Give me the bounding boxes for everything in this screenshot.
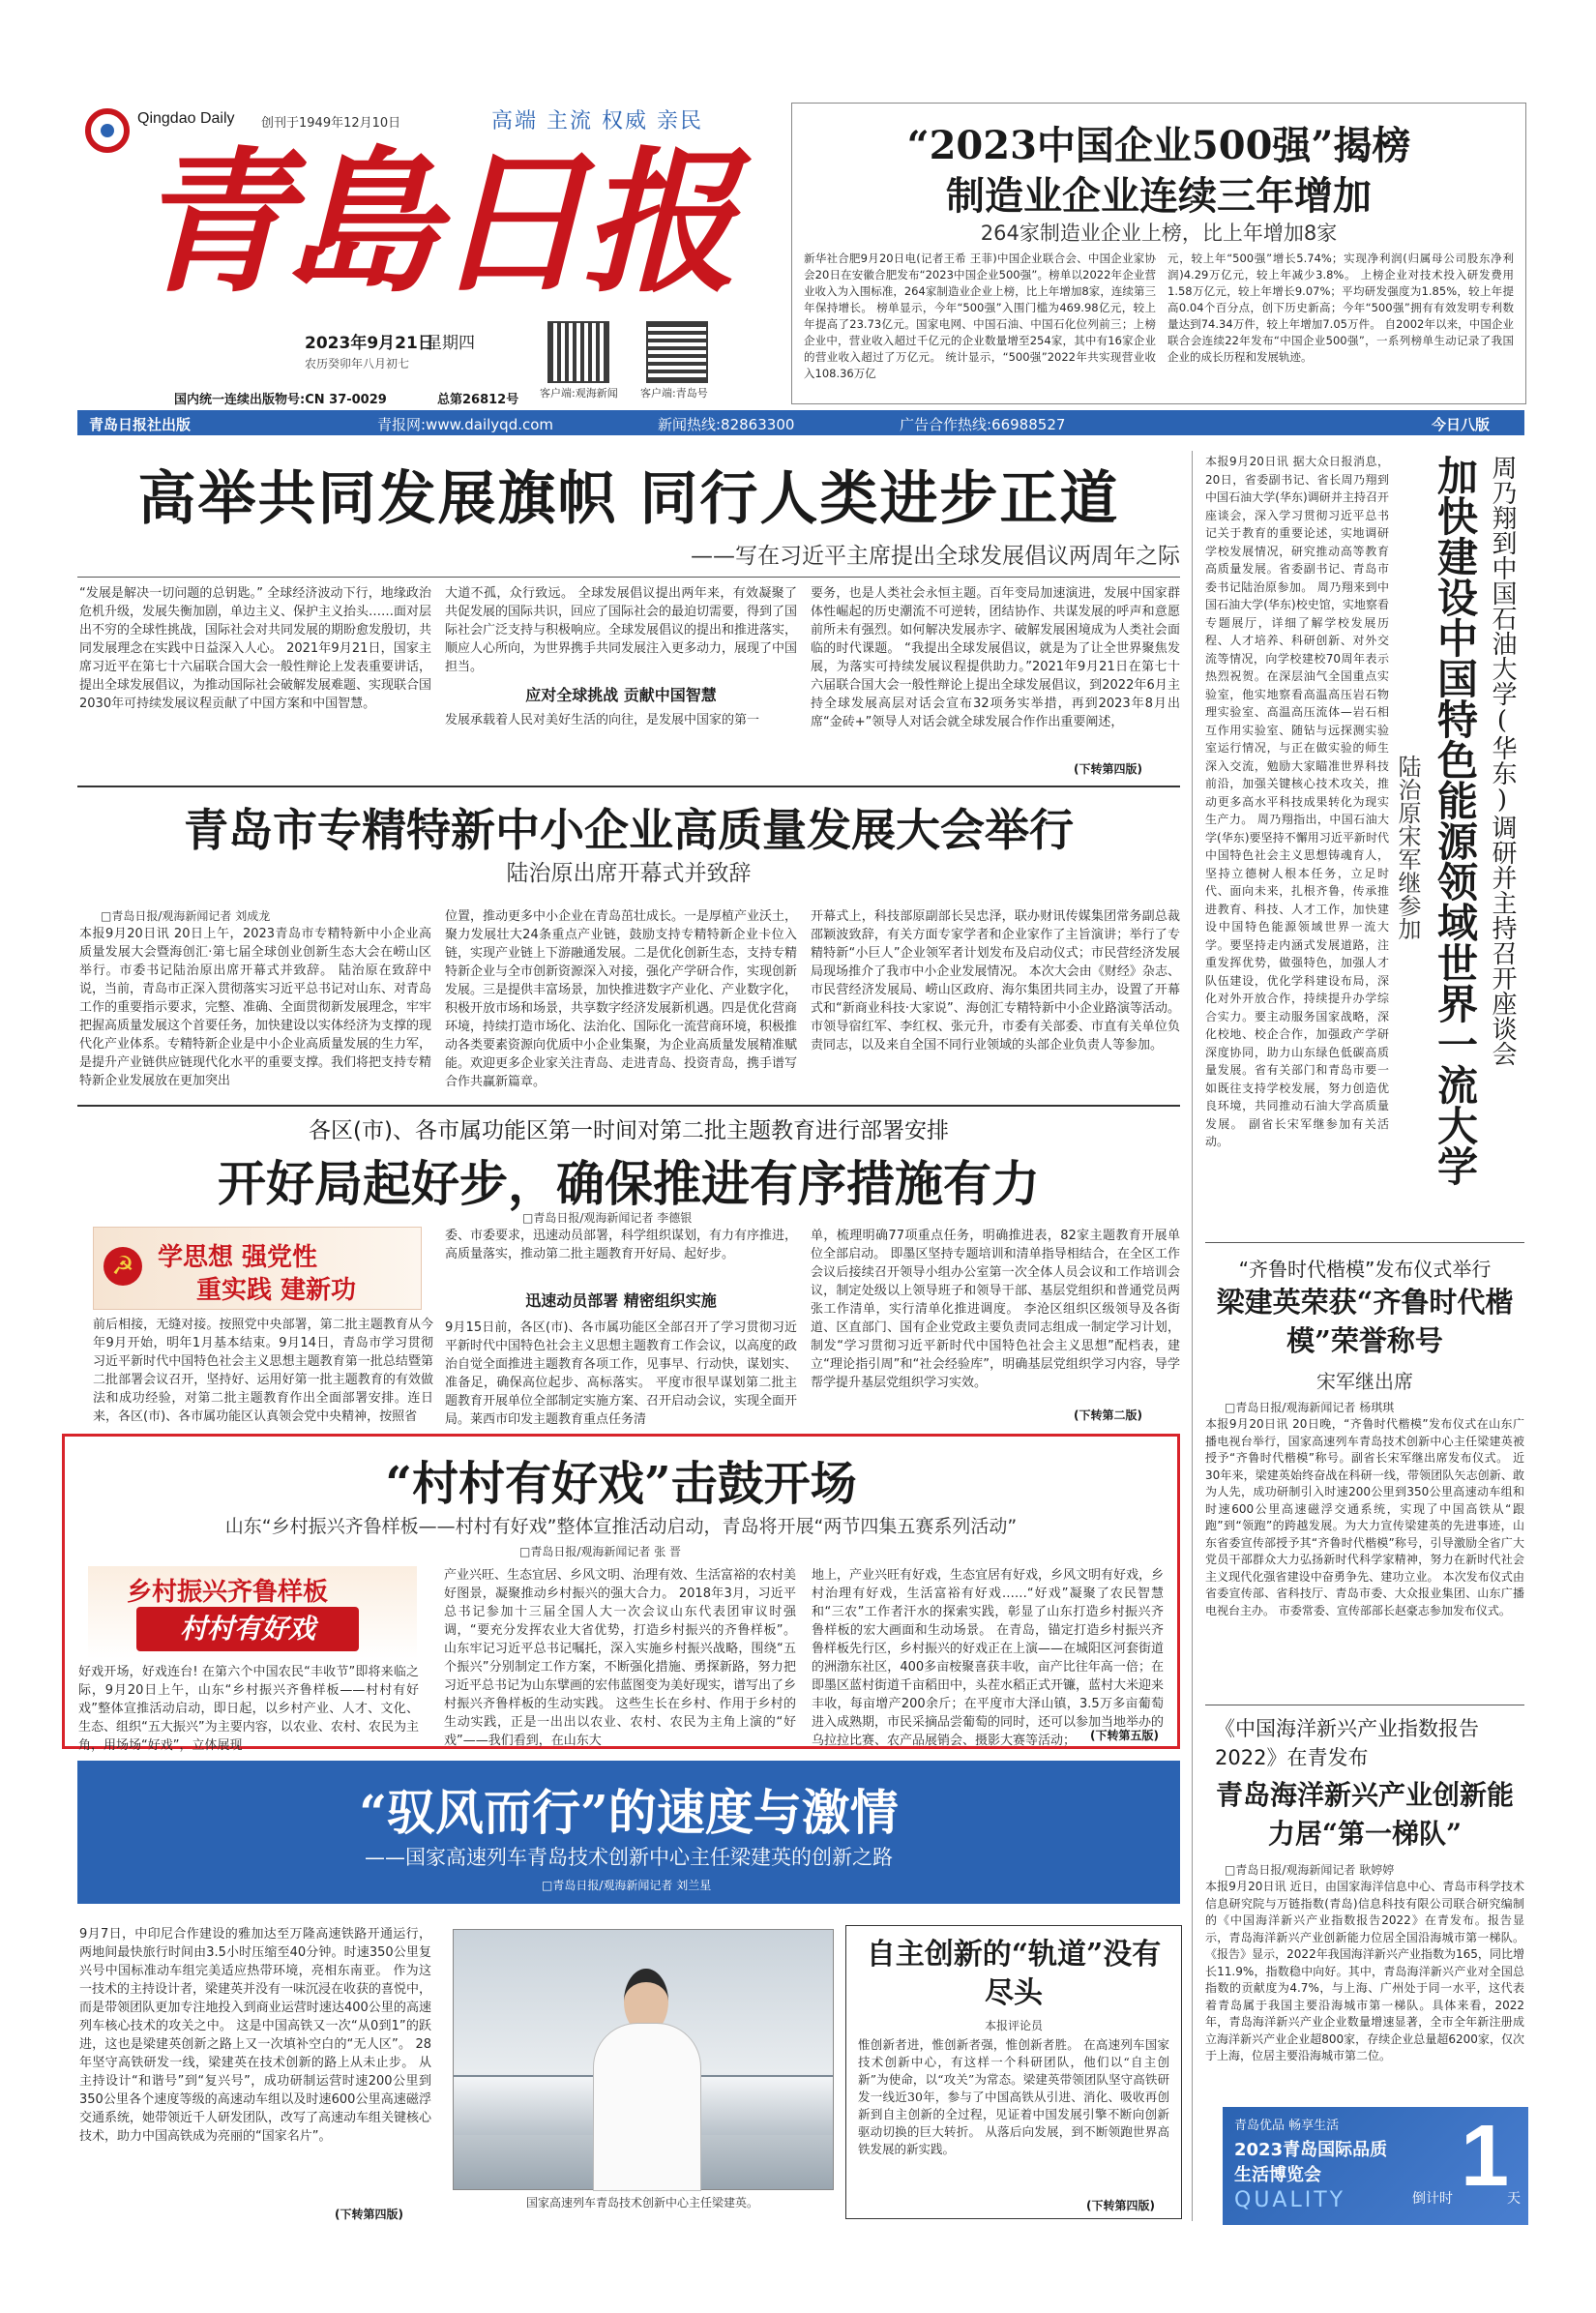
masthead-issue-no: 总第26812号 xyxy=(437,393,519,407)
qr2-label: 客户端:青岛号 xyxy=(640,387,708,400)
top-story-col2: 元，较上年“500强”增长5.74%；实现净利润(归属母公司股东净利润)4.29万亿元，较上年减少3.8%。 上榜企业对技术投入研发费用1.58万亿元，较上年增长9.07%；平均研发强度为1.85%，较上年提高0.04个百分点，创下历史新高；今年“500强”拥有有效发明专利数量达到74.34万件，较上年增加7.05万件。 自2002年以来，中国企业联合会连续22年发布“中国企业500强”，一系列榜单生动记录了我国企业的成长历程和发展轨迹。 xyxy=(1167,252,1514,364)
speed-photo xyxy=(453,1929,834,2190)
smes-col3: 开幕式上，科技部原副部长吴忠泽，联办财讯传媒集团常务副总裁邵颖波致辞，有关方面专家学者和企业家作了主旨演讲；举行了专精特新“小巨人”企业领军者计划发布及启动仪式；市民营经济发展局现场推介了我市中小企业发展情况。 本次大会由《财经》杂志、市民营经济发展局、崂山区政府、海尔集团共同主办，设置了开幕式和“新商业科技·大家说”、海创汇专精特新中小企业路演等活动。 市领导宿红军、李红权、张元升，市委有关部委、市直有关单位负责同志，以及来自全国不同行业领域的头部企业负责人等参加。 xyxy=(811,909,1180,1053)
info-hotline: 新闻热线:82863300 xyxy=(658,416,795,433)
masthead-weekday: 星期四 xyxy=(426,334,475,353)
speed-headline: “驭风而行”的速度与激情 xyxy=(359,1784,899,1841)
opera-logo-banner xyxy=(136,1607,359,1651)
editorial-title: 自主创新的“轨道”没有尽头 xyxy=(866,1938,1162,2010)
oil-vertical-sub: 周乃翔到中国石油大学(华东)调研并主持召开座谈会 xyxy=(1488,455,1517,1066)
education-col3: 单，梳理明确77项重点任务，明确推进表，82家主题教育开展单位全部启动。 即墨区坚持专题培训和清单指导相结合，在全区工作会议后接续召开领导小组办公室第一次全体人员会议和工作培训会议，制定处级以上领导班子和领导干部、基层党组织和普通党员两张工作清单，实行清单化推进调度。 李沧区组织区级领导及各街道、区直部门、国有企业党政主要负责同志组成一制定学习计划，制发“学习贯彻习近平新时代中国特色社会主义思想”配档表，建立“理论指引周”和“社会经验库”，明确基层党组织学习内容，导学帮学提升基层党组织学习实效。 xyxy=(811,1229,1180,1390)
lead-col2-tail: 发展承载着人民对美好生活的向往，是发展中国家的第一 xyxy=(445,713,760,727)
lead-col2: 大道不孤，众行致远。 全球发展倡议提出两年来，有效凝聚了共促发展的国际共识，回应了国际社会的最迫切需要，得到了国际社会广泛支持与积极响应。全球发展倡议的提出和推进落实，顺应人心所向，为世界携手共同发展注入更多动力，展现了中国担当。 xyxy=(445,586,798,674)
masthead-date: 2023年9月21日 xyxy=(305,334,434,353)
top-story-headline-1: “2023中国企业500强”揭榜 xyxy=(906,123,1411,168)
info-publisher: 青岛日报社出版 xyxy=(89,416,192,433)
oil-vertical-head: 加快建设中国特色能源领域世界一流大学 xyxy=(1432,455,1479,1186)
masthead-slogan: 高端 主流 权威 亲民 xyxy=(491,109,703,133)
smes-byline: □青岛日报/观海新闻记者 刘成龙 xyxy=(101,909,271,923)
masthead-lunar: 农历癸卯年八月初七 xyxy=(305,357,410,371)
info-bar xyxy=(77,410,1524,435)
education-logo xyxy=(93,1227,422,1310)
opera-logo-bottom: 村村有好戏 xyxy=(179,1613,315,1645)
expo-countdown-num: 1 xyxy=(1461,2108,1510,2205)
masthead-issn: 国内统一连续出版物号:CN 37-0029 xyxy=(174,393,387,407)
model-byline: □青岛日报/观海新闻记者 杨琪琪 xyxy=(1225,1401,1395,1414)
lead-jump: (下转第四版) xyxy=(1074,762,1142,776)
speed-col1: 9月7日，中印尼合作建设的雅加达至万隆高速铁路开通运行，两地间最快旅行时间由3.5小时压缩至40分钟。时速350公里复兴号中国标准动车组完美适应热带环境，亮相东南亚。 作为这一技术的主持设计者，梁建英并没有一味沉浸在收获的喜悦中，而是带领团队更加专注地投入到商业运营时速达400公里的高速列车核心技术的攻关之中。 这是中国高铁又一次“从0到1”的跃进，这也是梁建英创新之路上又一次填补空白的“无人区”。 28年坚守高铁研发一线，梁建英在技术创新的路上从未止步。 从主持设计“和谐号”到“复兴号”，成功研制运营时速200公里到350公里各个速度等级的高速动车组以及时速600公里高速磁浮交通系统，她带领近千人研发团队，改写了高速动车组关键核心技术，助力中国高铁成为亮丽的“国家名片”。 xyxy=(79,1927,432,2144)
education-logo-line2: 重实践 建新功 xyxy=(196,1276,357,1305)
opera-byline: □青岛日报/观海新闻记者 张 晋 xyxy=(519,1545,682,1558)
expo-ad[interactable] xyxy=(1223,2107,1528,2225)
masthead xyxy=(77,97,774,416)
editorial-byline: 本报评论员 xyxy=(984,2019,1043,2032)
top-story-headline-2: 制造业企业连续三年增加 xyxy=(946,173,1372,219)
smes-col2: 位置，推动更多中小企业在青岛茁壮成长。一是厚植产业沃土，聚力发展壮大24条重点产业链，鼓励支持专精特新企业卡位入链，实现产业链上下游融通发展。二是优化创新生态，支持专精特新企业与全市创新资源深入对接，强化产学研合作，实现创新发展。三是提供丰富场景，加快推进数字产业化、产业数字化，积极开放市场和场景，共享数字经济发展新机遇。四是优化营商环境，持续打造市场化、法治化、国际化一流营商环境，积极推动各类要素资源向优质中小企业集聚，为企业高质量发展精准赋能。欢迎更多企业家关注青岛、走进青岛、投资青岛，携手谱写合作共赢新篇章。 xyxy=(445,909,798,1089)
education-col1: 前后相接，无缝对接。按照党中央部署，第二批主题教育从今年9月开始，明年1月基本结束。9月14日，青岛市学习贯彻习近平新时代中国特色社会主义思想主题教育第一批总结暨第二批部署会议召开，坚持好、运用好第一批主题教育的有效做法和成功经验，对第二批主题教育作出全面部署安排。连日来，各区(市)、各市属功能区认真领会党中央精神，按照省 xyxy=(93,1318,433,1424)
editorial-jump: (下转第四版) xyxy=(1086,2199,1155,2212)
smes-headline: 青岛市专精特新中小企业高质量发展大会举行 xyxy=(184,804,1074,856)
editorial-box xyxy=(845,1925,1182,2219)
ocean-kicker: 《中国海洋新兴产业指数报告2022》在青发布 xyxy=(1215,1717,1479,1769)
education-col2-body: 9月15日前，各区(市)、各市属功能区全部召开了学习贯彻习近平新时代中国特色社会主义思想主题教育工作会议，以高度的政治自觉全面推进主题教育各项工作，见事早、行动快，谋划实、准备足，确保高位起步、高标落实。 平度市很早谋划第二批主题教育开展单位全部制定实施方案、召开启动会议，实现全面开局。莱西市印发主题教育重点任务清 xyxy=(445,1320,798,1427)
lead-col2-group xyxy=(445,584,797,778)
opera-subhead: 山东“乡村振兴齐鲁样板——村村有好戏”整体宣推活动启动，青岛将开展“两节四集五赛系列活动” xyxy=(224,1516,1018,1537)
speed-photo-caption: 国家高速列车青岛技术创新中心主任梁建英。 xyxy=(525,2196,758,2209)
ocean-headline: 青岛海洋新兴产业创新能力居“第一梯队” xyxy=(1215,1779,1514,1850)
model-sub: 宋军继出席 xyxy=(1316,1370,1413,1393)
model-body: 本报9月20日讯 20日晚，“齐鲁时代楷模”发布仪式在山东广播电视台举行，国家高速列车青岛技术创新中心主任梁建英被授予“齐鲁时代楷模”称号。副省长宋军继出席发布仪式。 近30年来，梁建英始终奋战在科研一线，带领团队矢志创新、敢为人先，成功研制引入时速200公里到350公里高速动车组和时速600公里高速磁浮交通系统，实现了中国高铁从“跟跑”到“领跑”的跨越发展。为大力宣传梁建英的先进事迹，山东省委宣传部授予其“齐鲁时代楷模”称号，引导激励全省广大党员干部群众大力弘扬新时代科学家精神，努力在新时代社会主义现代化强省建设中奋勇争先、建功立业。 本次发布仪式由省委宣传部、省科技厅、青岛市委、大众报业集团、山东广播电视台主办。 市委常委、宣传部部长赵豪志参加发布仪式。 xyxy=(1205,1417,1524,1617)
opera-col3: 地上，产业兴旺有好戏，生态宜居有好戏，乡风文明有好戏，乡村治理有好戏，生活富裕有好戏……“好戏”凝聚了农民智慧和“三农”工作者汗水的探索实践，彰显了山东打造乡村振兴齐鲁样板的宏大画面和生动场景。 在青岛，锚定打造乡村振兴齐鲁样板先行区，乡村振兴的好戏正在上演——在城阳区河套街道的洲渤东社区，400多亩桉聚喜获丰收，亩产比往年高一倍；在即墨区蓝村街道千亩稻田中，头茬水稻正式开镰，蓝村大米迎来丰收，每亩增产200余斤；在平度市大泽山镇，3.5万多亩葡萄进入成熟期，市民采摘品尝葡萄的同时，还可以参加当地举办的乌拉拉比赛、农产品展销会、摄影大赛等活动； xyxy=(812,1568,1165,1748)
ocean-byline: □青岛日报/观海新闻记者 耿婷婷 xyxy=(1225,1863,1395,1877)
oil-body: 本报9月20日讯 据大众日报消息，20日，省委副书记、省长周乃翔到中国石油大学(华东)调研并主持召开座谈会，深入学习贯彻习近平总书记关于教育的重要论述，实地调研学校发展情况，研究推动高等教育高质量发展。省委副书记、青岛市委书记陆治原参加。 周乃翔来到中国石油大学(华东)校史馆，实地察看专题展厅，详细了解学校发展历程、人才培养、科研创新、对外交流等情况，向学校建校70周年表示热烈祝贺。在深层油气全国重点实验室，他实地察看高温高压岩石物理实验室、高温高压流体—岩石相互作用实验室、随钻与远探测实验室运行情况，与正在做实验的师生深入交流，勉励大家瞄准世界科技前沿，加强关键核心技术攻关，推动更多高水平科技成果转化为现实生产力。 周乃翔指出，中国石油大学(华东)要坚持不懈用习近平新时代中国特色社会主义思想铸魂育人，坚持立德树人根本任务，立足时代、面向未来，扎根齐鲁，传承推进教育、科技、人才工作，加快建设中国特色能源领域世界一流大学。要坚持走内涵式发展道路，注重发挥优势，做强特色，加强人才队伍建设，优化学科建设布局，深化对外开放合作，持续提升办学综合实力。要主动服务国家战略，深化校地、校企合作，加强政产学研深度协同，助力山东绿色低碳高质量发展。省有关部门和青岛市要一如既往支持学校发展，努力创造优良环境，共同推动石油大学高质量发展。 副省长宋军继参加有关活动。 xyxy=(1205,455,1389,1148)
lead-col1: “发展是解决一切问题的总钥匙。” 全球经济波动下行，地缘政治危机升级，发展失衡加剧，单边主义、保护主义抬头……面对层出不穷的全球性挑战，国际社会对共同发展的期盼愈发殷切，共同发展理念在实践中日益深入人心。 2021年9月21日，国家主席习近平在第七十六届联合国大会一般性辩论上发表重要讲话，提出全球发展倡议，为推动国际社会破解发展难题、实现联合国2030年可持续发展议程贡献了中国方案和中国智慧。 xyxy=(79,586,432,711)
lead-col3: 要务，也是人类社会永恒主题。百年变局加速演进，发展中国家群体性崛起的历史潮流不可逆转，团结协作、共谋发展的呼声和意愿前所未有强烈。如何解决发展赤字、破解发展困境成为人类社会面临的时代课题。 “我提出全球发展倡议，就是为了让全世界聚焦发展，为落实可持续发展议程提供助力。”2021年9月21日在第七十六届联合国大会一般性辩论上提出全球发展倡议，到2022年6月主持全球发展高层对话会宣布32项务实举措，再到2023年8月出席“金砖+”领导人对话会就全球发展合作作出重要阐述， xyxy=(811,586,1180,729)
education-byline: □青岛日报/观海新闻记者 李德银 xyxy=(522,1211,693,1225)
info-website[interactable]: 青报网:www.dailyqd.com xyxy=(377,416,554,433)
speed-subhead: ——国家高速列车青岛技术创新中心主任梁建英的创新之路 xyxy=(365,1846,893,1869)
top-story-col1: 新华社合肥9月20日电(记者王希 王菲)中国企业联合会、中国企业家协会20日在安徽合肥发布“2023中国企业500强”。榜单以2022年企业营业收入为入围标准，264家制造业企业上榜，比上年增加8家，连续第三年保持增长。 榜单显示，今年“500强”入围门槛为469.98亿元，较上年提高了23.73亿元。国家电网、中国石油、中国石化位列前三；上榜企业中，营业收入超过千亿元的企业数量增至254家，其中有16家企业的营业收入超过了万亿元。 统计显示，“500强”2022年共实现营业收入108.36万亿 xyxy=(804,252,1156,380)
expo-countdown-unit: 天 xyxy=(1507,2191,1521,2207)
expo-line2: 2023青岛国际品质 xyxy=(1234,2140,1388,2160)
opera-jump: (下转第五版) xyxy=(1090,1729,1159,1742)
opera-headline: “村村有好戏”击鼓开场 xyxy=(385,1457,857,1511)
oil-vertical-note: 陆治原宋军继参加 xyxy=(1394,755,1421,940)
expo-line3: 生活博览会 xyxy=(1234,2165,1321,2185)
model-headline: 梁建英荣获“齐鲁时代楷模”荣誉称号 xyxy=(1216,1286,1514,1357)
lead-subhead: ——写在习近平主席提出全球发展倡议两周年之际 xyxy=(691,544,1180,569)
education-logo-line1: 学思想 强党性 xyxy=(158,1243,318,1272)
speed-banner xyxy=(77,1761,1180,1904)
editorial-body: 惟创新者进，惟创新者强，惟创新者胜。 在高速列车国家技术创新中心，有这样一个科研团队，他们以“自主创新”为使命，以“攻关”为常态。梁建英带领团队坚守高铁研发一线近30年，参与了中国高铁从引进、消化、吸收再创新到自主创新的全过程，见证着中国发展引擎不断向创新驱动切换的巨大转折。 从落后向发展，到不断领跑世界高铁发展的新实践。 xyxy=(858,2037,1169,2156)
education-col2-subhead: 迅速动员部署 精密组织实施 xyxy=(525,1291,717,1310)
opera-col1: 好戏开场，好戏连台! 在第六个中国农民“丰收节”即将来临之际，9月20日上午，山东“乡村振兴齐鲁样板——村村有好戏”整体宣推活动启动，即日起，以乡村产业、人才、文化、生态、组织“五大振兴”为主要内容，以农业、农村、农民为主角，用场场“好戏”，立体展现 xyxy=(78,1665,419,1753)
opera-box xyxy=(62,1434,1180,1753)
expo-line1: 青岛优品 畅享生活 xyxy=(1234,2119,1340,2133)
lead-col2-subhead: 应对全球挑战 贡献中国智慧 xyxy=(525,686,717,704)
smes-col1: 本报9月20日讯 20日上午，2023青岛市专精特新中小企业高质量发展大会暨海创汇·第七届全球创业创新生态大会在崂山区举行。市委书记陆治原出席开幕式并致辞。 陆治原在致辞中说，当前，青岛市正深入贯彻落实习近平总书记对山东、对青岛工作的重要指示要求，完整、准确、全面贯彻新发展理念，牢牢把握高质量发展这个首要任务，加快建设以实体经济为支撑的现代化产业体系。专精特新企业是中小企业高质量发展的生力军，是提升产业链供应链现代化水平的重要支撑。我们将把支持专精特新企业发展放在更加突出 xyxy=(79,927,432,1088)
opera-logo xyxy=(88,1566,417,1659)
masthead-founded: 创刊于1949年12月10日 xyxy=(261,116,401,131)
masthead-logo-icon xyxy=(85,108,130,153)
masthead-title: 青島日报 xyxy=(135,132,732,313)
model-kicker: “齐鲁时代楷模”发布仪式举行 xyxy=(1238,1258,1492,1281)
top-story-subhead: 264家制造业企业上榜，比上年增加8家 xyxy=(980,222,1338,245)
opera-col2: 产业兴旺、生态宜居、乡风文明、治理有效、生活富裕的农村美好图景，凝聚推动乡村振兴的强大合力。 2018年3月，习近平总书记参加十三届全国人大一次会议山东代表团审议时强调，“要充分发挥农业大省优势，打造乡村振兴的齐鲁样板”。 山东牢记习近平总书记嘱托，深入实施乡村振兴战略，围绕“五个振兴”分别制定工作方案，不断强化措施、勇探新路，努力把习近平总书记为山东擘画的宏伟蓝图变为美好现实，谱写出了乡村振兴齐鲁样板的生动实践。 这些生长在乡村、作用于乡村的生动实践，正是一出出以农业、农村、农民为主角上演的“好戏”——我们看到，在山东大 xyxy=(444,1568,797,1748)
qr1-label: 客户端:观海新闻 xyxy=(540,387,618,400)
education-col2-top: 委、市委要求，迅速动员部署，科学组织谋划，有力有序推进，高质量落实，推动第二批主题教育开好局、起好步。 xyxy=(445,1229,798,1261)
party-emblem-icon: ☭ xyxy=(103,1247,142,1286)
opera-logo-top: 乡村振兴齐鲁样板 xyxy=(127,1578,329,1607)
expo-line4: QUALITY xyxy=(1234,2188,1346,2212)
expo-countdown-label: 倒计时 xyxy=(1412,2191,1453,2207)
info-ad-hotline: 广告合作热线:66988527 xyxy=(900,416,1066,433)
education-headline: 开好局起好步，确保推进有序措施有力 xyxy=(218,1155,1040,1212)
masthead-english-name: Qingdao Daily xyxy=(137,110,235,127)
qr-code-icon xyxy=(547,321,609,383)
lead-headline: 高举共同发展旗帜 同行人类进步正道 xyxy=(137,465,1120,533)
ocean-body: 本报9月20日讯 近日，由国家海洋信息中心、青岛市科学技术信息研究院与万链指数(青岛)信息科技有限公司联合研究编制的《中国海洋新兴产业指数报告2022》在青发布。报告显示，青岛海洋新兴产业创新能力位居全国沿海城市第一梯队。 《报告》显示，2022年我国海洋新兴产业指数为165，同比增长11.9%，指数稳中向好。其中，青岛海洋新兴产业对全国总指数的贡献度为4.7%，与上海、广州处于同一水平，这代表着青岛属于我国主要沿海城市第一梯队。具体来看，2022年，青岛海洋新兴产业企业数量增速显著，全市全年新注册成立海洋新兴产业企业超800家，存续企业总量超6200家，仅次于上海，位居主要沿海城市第二位。 xyxy=(1205,1880,1524,2062)
person-body-icon xyxy=(593,2023,701,2191)
speed-byline: □青岛日报/观海新闻记者 刘兰星 xyxy=(542,1879,712,1892)
speed-jump: (下转第四版) xyxy=(335,2208,403,2221)
top-story xyxy=(791,103,1526,404)
education-kicker: 各区(市)、各市属功能区第一时间对第二批主题教育进行部署安排 xyxy=(309,1118,949,1143)
smes-subhead: 陆治原出席开幕式并致辞 xyxy=(506,861,752,886)
qr-code-icon xyxy=(646,321,708,383)
education-col2-group xyxy=(445,1227,798,1427)
info-pages: 今日八版 xyxy=(1432,416,1491,433)
education-jump: (下转第二版) xyxy=(1074,1409,1142,1422)
